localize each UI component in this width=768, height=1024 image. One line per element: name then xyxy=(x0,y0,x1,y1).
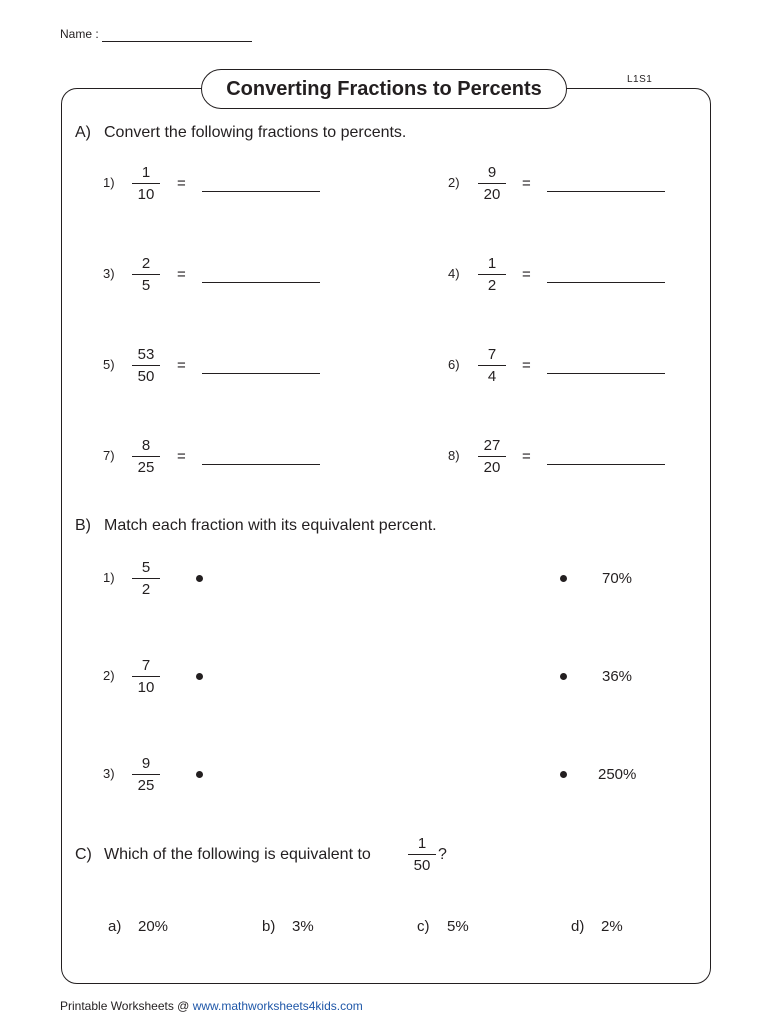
denominator: 10 xyxy=(137,679,155,696)
section-c-heading xyxy=(75,846,371,864)
footer-label: Printable Worksheets @ xyxy=(60,999,190,1013)
denominator: 20 xyxy=(483,459,501,476)
option-value: 2% xyxy=(601,918,623,935)
numerator: 53 xyxy=(137,346,155,363)
denominator: 4 xyxy=(487,368,497,385)
match-percent: 36% xyxy=(602,668,633,685)
option-d[interactable] xyxy=(571,918,623,935)
option-value: 5% xyxy=(447,918,469,935)
fraction xyxy=(132,560,160,597)
footer-link[interactable]: www.mathworksheets4kids.com xyxy=(192,999,363,1013)
option-letter: c) xyxy=(417,918,430,935)
denominator: 10 xyxy=(137,186,155,203)
worksheet-title: Converting Fractions to Percents xyxy=(201,69,567,109)
fraction xyxy=(132,347,160,384)
match-percent: 70% xyxy=(602,570,633,587)
match-dot-right[interactable] xyxy=(560,575,567,582)
option-letter: b) xyxy=(262,918,276,935)
equals-sign: = xyxy=(177,357,186,374)
answer-line xyxy=(547,373,665,374)
numerator: 9 xyxy=(487,164,497,181)
fraction xyxy=(132,256,160,293)
answer-line xyxy=(202,464,320,465)
denominator: 20 xyxy=(483,186,501,203)
section-a-instruction: Convert the following fractions to percents. xyxy=(104,124,407,141)
question-number: 2) xyxy=(448,175,460,190)
equals-sign: = xyxy=(177,448,186,465)
section-b-heading xyxy=(75,517,437,535)
denominator: 50 xyxy=(137,368,155,385)
denominator: 2 xyxy=(487,277,497,294)
numerator: 27 xyxy=(483,437,501,454)
section-a-letter: A) xyxy=(75,124,91,141)
numerator: 5 xyxy=(141,559,151,576)
numerator: 9 xyxy=(141,755,151,772)
numerator: 8 xyxy=(141,437,151,454)
fraction xyxy=(132,438,160,475)
denominator: 25 xyxy=(137,459,155,476)
question-number: 8) xyxy=(448,448,460,463)
answer-line xyxy=(547,464,665,465)
worksheet-code: L1S1 xyxy=(627,74,653,85)
section-b-instruction: Match each fraction with its equivalent percent. xyxy=(104,517,437,534)
option-value: 20% xyxy=(138,918,169,935)
match-dot-right[interactable] xyxy=(560,673,567,680)
match-dot-left[interactable] xyxy=(196,575,203,582)
option-letter: d) xyxy=(571,918,585,935)
answer-line xyxy=(202,191,320,192)
equals-sign: = xyxy=(177,266,186,283)
numerator: 1 xyxy=(141,164,151,181)
equals-sign: = xyxy=(522,175,531,192)
answer-line xyxy=(547,191,665,192)
equals-sign: = xyxy=(522,448,531,465)
answer-line xyxy=(202,373,320,374)
name-blank-line xyxy=(102,41,252,42)
name-label: Name : xyxy=(60,27,99,41)
question-number: 5) xyxy=(103,357,115,372)
option-letter: a) xyxy=(108,918,122,935)
question-number: 1) xyxy=(103,175,115,190)
fraction xyxy=(132,756,160,793)
option-a[interactable] xyxy=(108,918,168,935)
equals-sign: = xyxy=(522,266,531,283)
answer-line xyxy=(547,282,665,283)
question-mark: ? xyxy=(438,846,447,863)
question-number: 7) xyxy=(103,448,115,463)
numerator: 7 xyxy=(141,657,151,674)
question-number: 1) xyxy=(103,570,115,585)
fraction xyxy=(478,165,506,202)
numerator: 7 xyxy=(487,346,497,363)
fraction xyxy=(478,256,506,293)
question-number: 3) xyxy=(103,766,115,781)
match-percent: 250% xyxy=(598,766,637,783)
footer xyxy=(60,999,363,1013)
fraction xyxy=(132,165,160,202)
section-c-question: Which of the following is equivalent to xyxy=(104,846,371,863)
denominator: 50 xyxy=(413,857,431,874)
fraction xyxy=(478,438,506,475)
numerator: 1 xyxy=(487,255,497,272)
numerator: 2 xyxy=(141,255,151,272)
denominator: 2 xyxy=(141,581,151,598)
option-b[interactable] xyxy=(262,918,314,935)
match-dot-left[interactable] xyxy=(196,771,203,778)
fraction xyxy=(408,836,436,873)
equals-sign: = xyxy=(177,175,186,192)
equals-sign: = xyxy=(522,357,531,374)
question-number: 6) xyxy=(448,357,460,372)
question-number: 3) xyxy=(103,266,115,281)
section-b-letter: B) xyxy=(75,517,91,534)
numerator: 1 xyxy=(417,835,427,852)
denominator: 5 xyxy=(141,277,151,294)
answer-line xyxy=(202,282,320,283)
denominator: 25 xyxy=(137,777,155,794)
question-number: 4) xyxy=(448,266,460,281)
fraction xyxy=(132,658,160,695)
section-a-heading xyxy=(75,124,406,142)
question-number: 2) xyxy=(103,668,115,683)
fraction xyxy=(478,347,506,384)
match-dot-left[interactable] xyxy=(196,673,203,680)
section-c-letter: C) xyxy=(75,846,92,863)
option-value: 3% xyxy=(292,918,314,935)
match-dot-right[interactable] xyxy=(560,771,567,778)
option-c[interactable] xyxy=(417,918,469,935)
